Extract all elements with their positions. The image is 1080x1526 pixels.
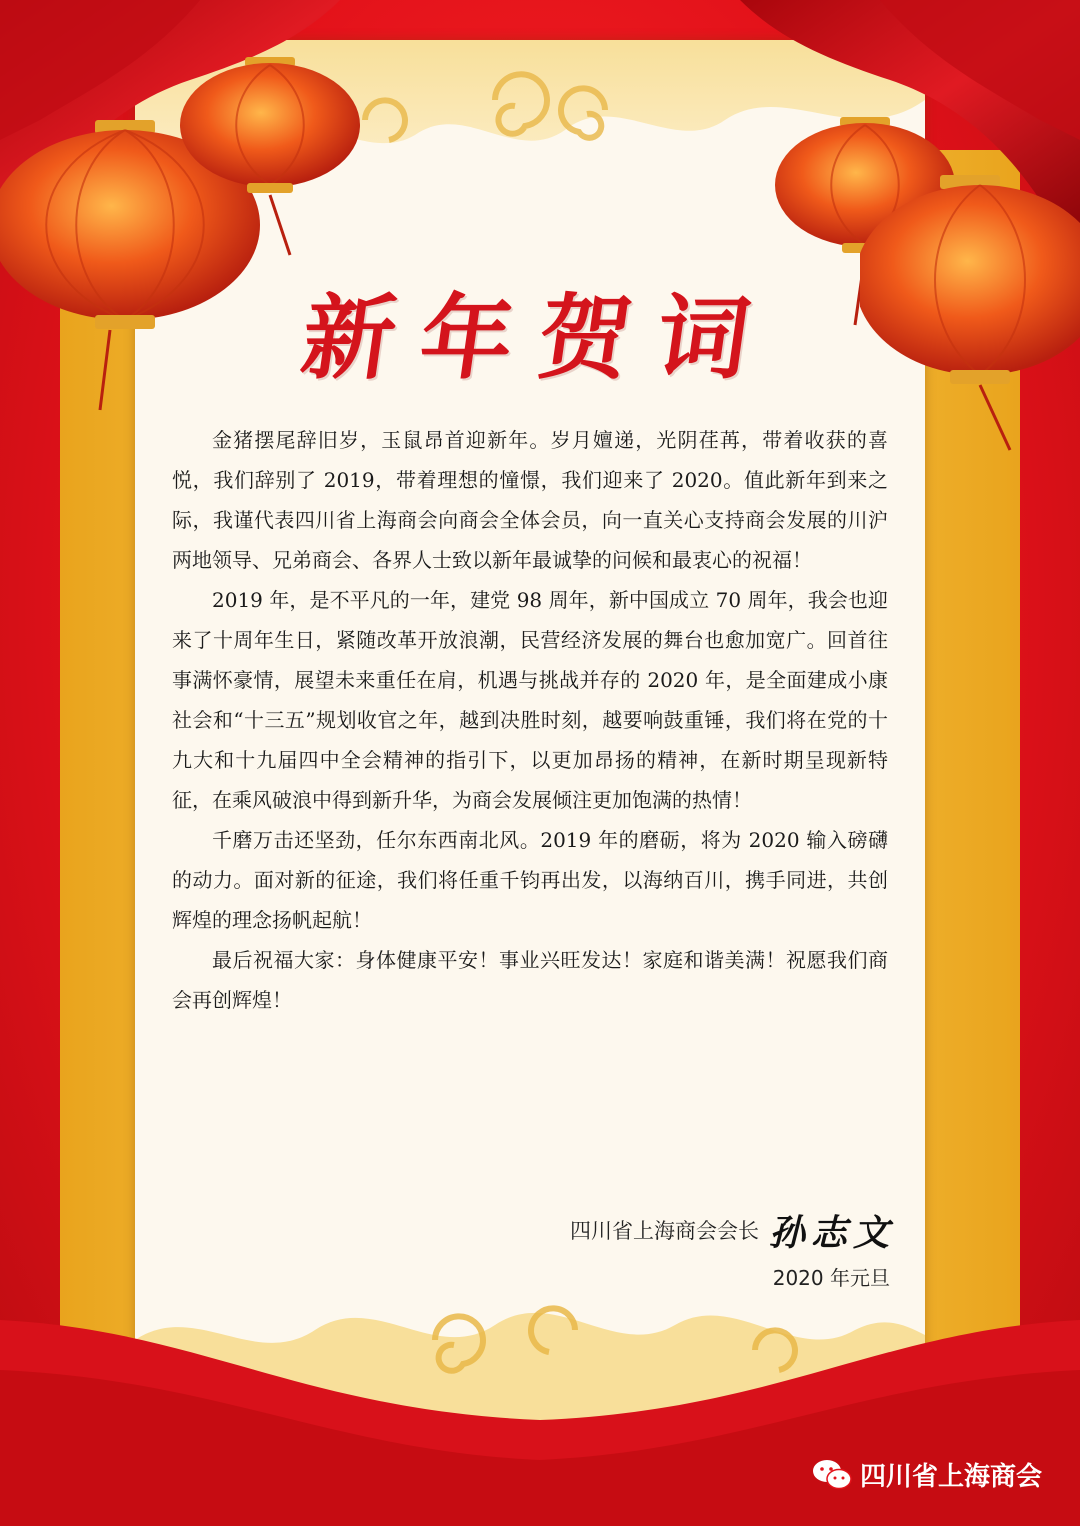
lantern-left-small-decoration	[175, 55, 365, 265]
paragraph: 最后祝福大家：身体健康平安！事业兴旺发达！家庭和谐美满！祝愿我们商会再创辉煌！	[172, 948, 888, 1012]
signature-date: 2020 年元旦	[772, 1266, 890, 1290]
paragraph: 2019 年，是不平凡的一年，建党 98 周年，新中国成立 70 周年，我会也迎来了十周年生日，紧随改革开放浪潮，民营经济发展的舞台也愈加宽广。回首往事满怀豪情，展望未来重任在肩，机遇与挑战并存的 2020 年，是全面建成小康社会和“十三五”规划收官之年，越到决胜时刻，越要响鼓重锤，我们将在党的十九大和十九届四中全会精神的指引下，以更加昂扬的精神，在新时期呈现新特征，在乘风破浪中得到新升华，为商会发展倾注更加饱满的热情！	[172, 588, 888, 812]
signature-block	[570, 1208, 895, 1252]
footer-brand	[812, 1456, 1042, 1493]
signature-title: 四川省上海商会会长	[569, 1219, 759, 1243]
footer-brand-name: 四川省上海商会	[859, 1462, 1042, 1492]
paragraph: 千磨万击还坚劲，任尔东西南北风。2019 年的磨砺，将为 2020 输入磅礴的动力。面对新的征途，我们将任重千钧再出发，以海纳百川，携手同进，共创辉煌的理念扬帆起航！	[172, 828, 888, 932]
page-title: 新年贺词	[295, 284, 783, 392]
paragraph: 金猪摆尾辞旧岁，玉鼠昂首迎新年。岁月嬗递，光阴荏苒，带着收获的喜悦，我们辞别了 2019，带着理想的憧憬，我们迎来了 2020。值此新年到来之际，我谨代表四川省上海商会向商会全体会员，向一直关心支持商会发展的川沪两地领导、兄弟商会、各界人士致以新年最诚挚的问候和最衷心的祝福！	[172, 428, 888, 572]
wechat-icon	[812, 1458, 852, 1492]
letter-body	[172, 420, 888, 1020]
signature-name: 孙志文	[768, 1211, 895, 1254]
